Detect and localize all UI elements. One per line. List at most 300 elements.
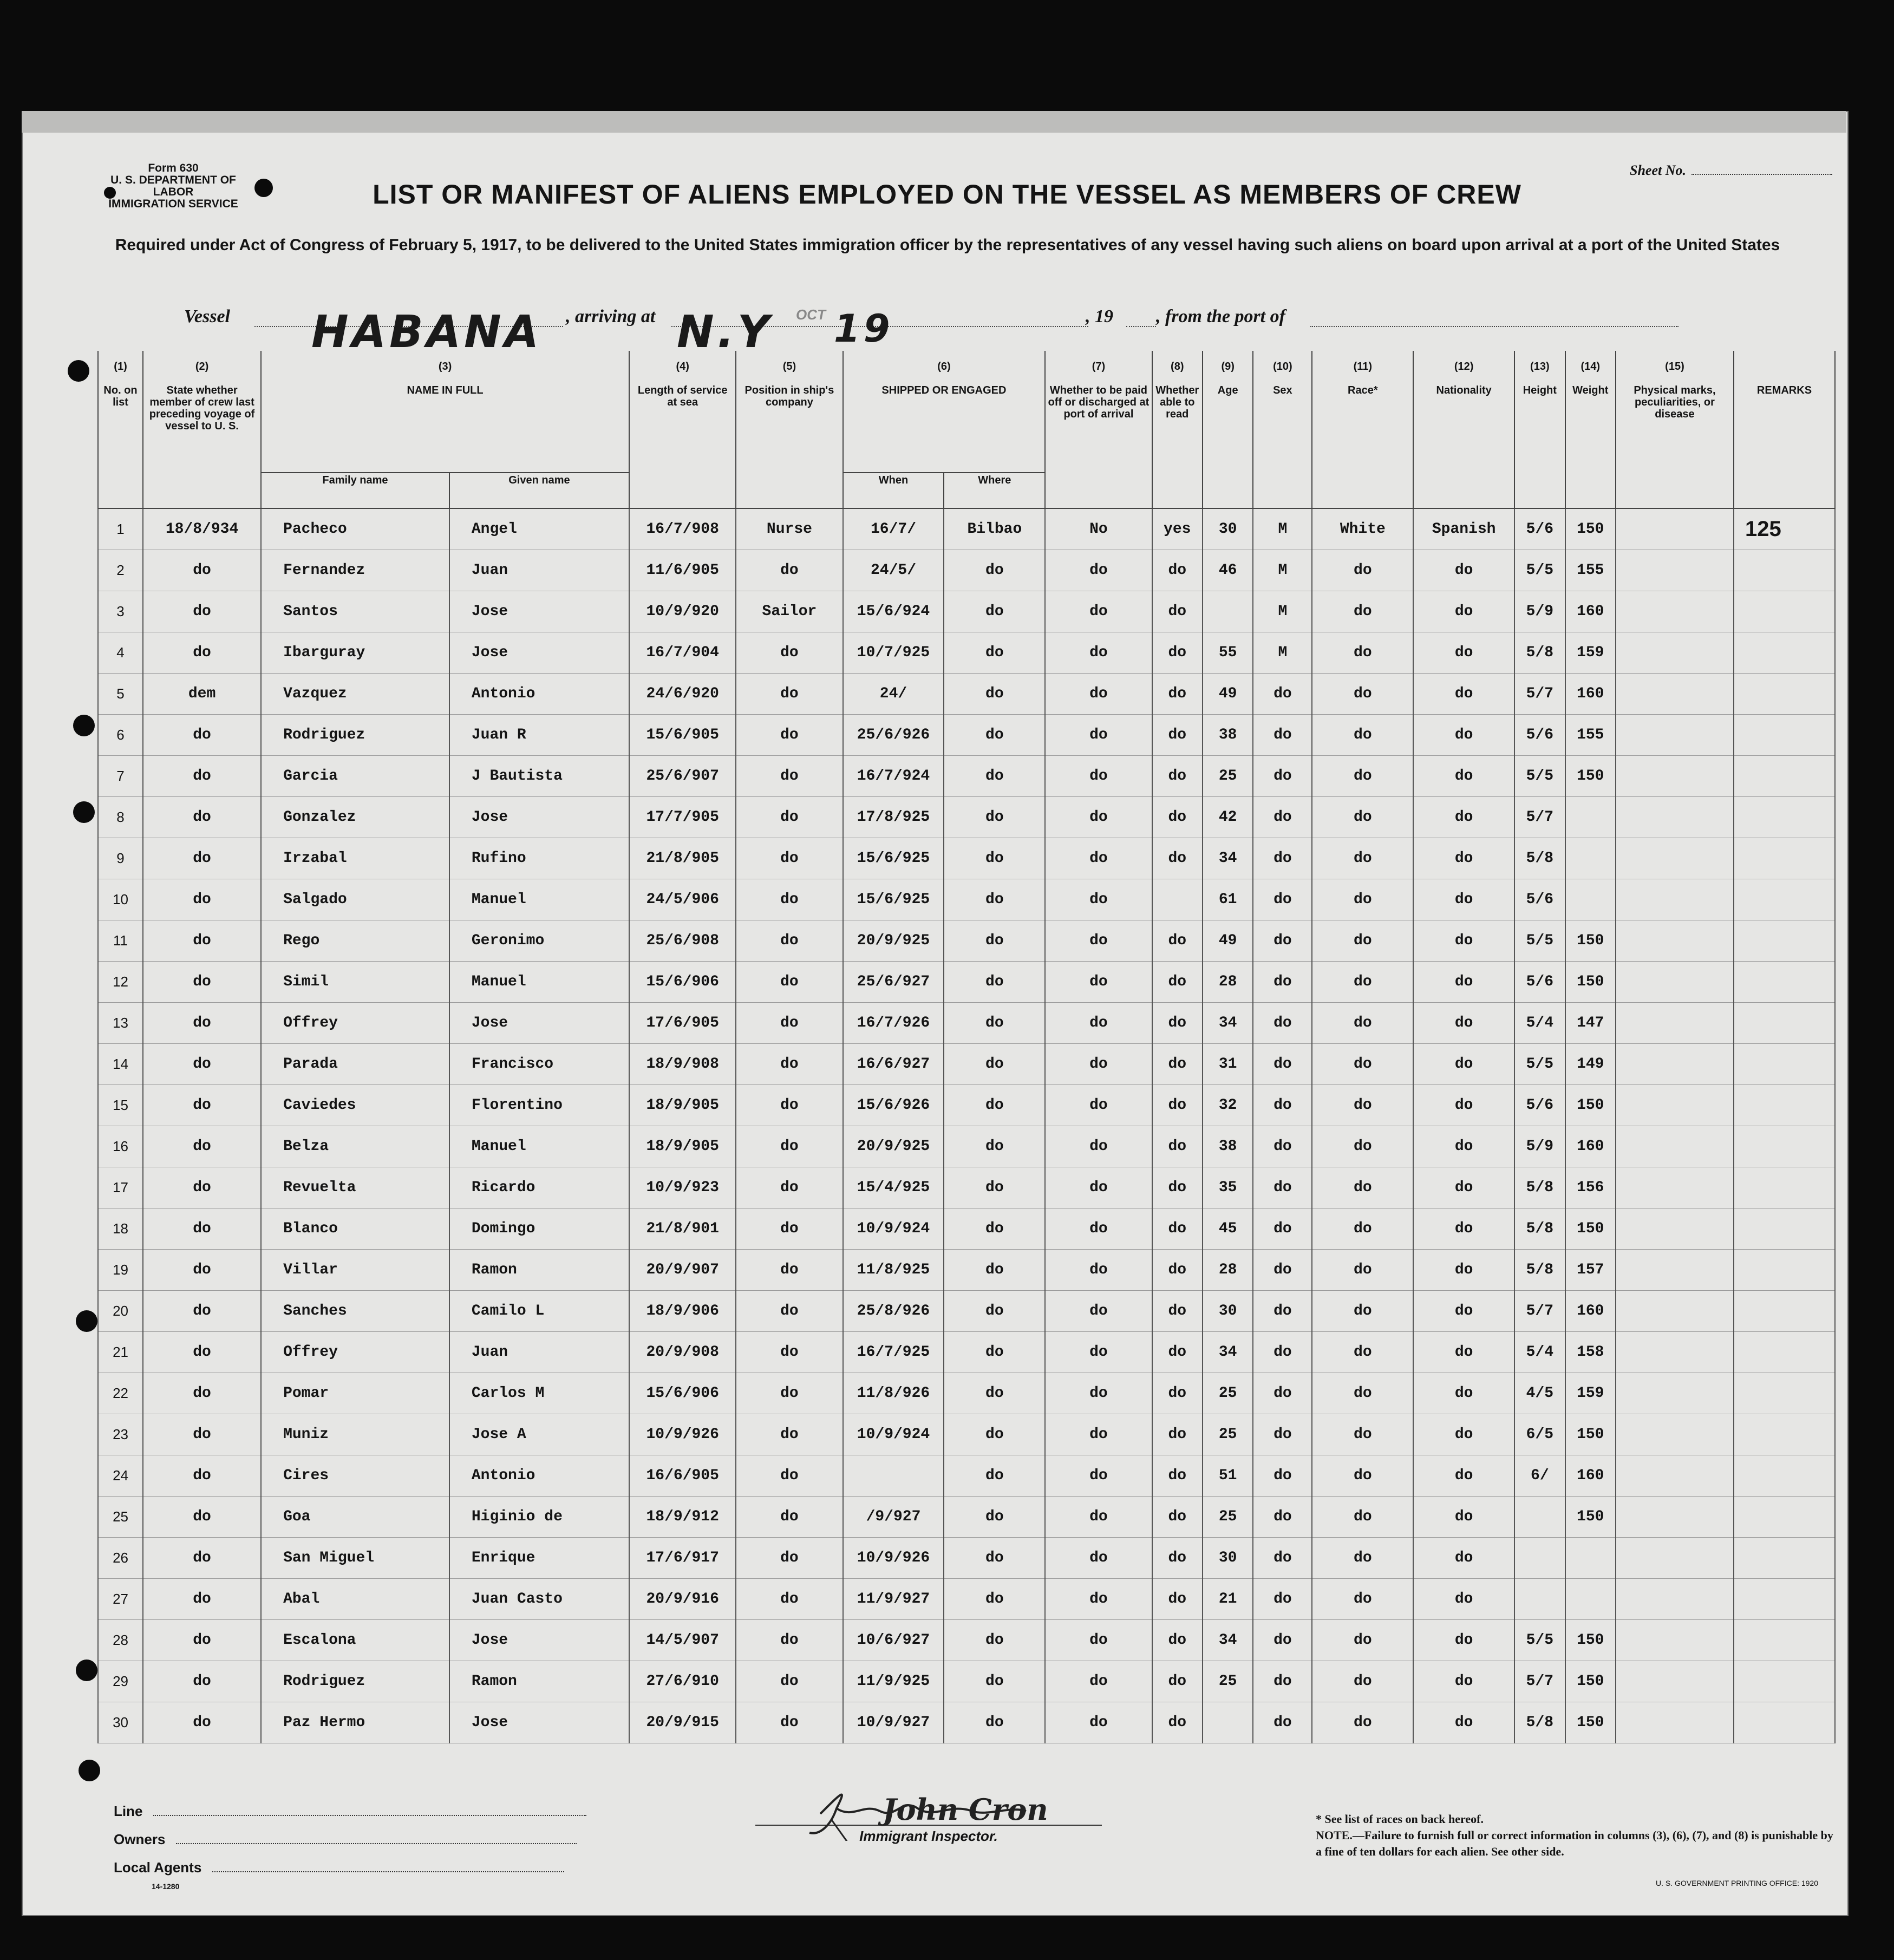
race-cell: do bbox=[1312, 1208, 1413, 1250]
family-name-cell: San Miguel bbox=[261, 1538, 449, 1579]
binder-hole bbox=[73, 801, 95, 823]
age-cell: 34 bbox=[1203, 1003, 1253, 1044]
row-number: 6 bbox=[98, 715, 143, 756]
position-cell: do bbox=[736, 1538, 842, 1579]
paid-off-cell: do bbox=[1045, 1414, 1152, 1455]
row-number: 15 bbox=[98, 1085, 143, 1126]
position-cell: do bbox=[736, 1661, 842, 1702]
header-race: Race* bbox=[1312, 383, 1413, 508]
remarks-cell bbox=[1734, 1208, 1835, 1250]
inspector-signature-block bbox=[753, 1787, 1105, 1845]
shipped-where-cell: do bbox=[944, 1250, 1045, 1291]
previous-voyage-cell: do bbox=[143, 1497, 261, 1538]
table-row bbox=[98, 1167, 1835, 1208]
sex-cell: do bbox=[1253, 797, 1312, 838]
position-cell: do bbox=[736, 632, 842, 674]
weight-cell: 159 bbox=[1565, 632, 1616, 674]
able-to-read-cell: do bbox=[1152, 715, 1203, 756]
paid-off-cell: do bbox=[1045, 1208, 1152, 1250]
service-length-cell: 18/9/908 bbox=[629, 1044, 736, 1085]
given-name-cell: Camilo L bbox=[449, 1291, 629, 1332]
service-length-cell: 20/9/908 bbox=[629, 1332, 736, 1373]
height-cell: 5/6 bbox=[1514, 508, 1565, 550]
position-cell: do bbox=[736, 550, 842, 591]
previous-voyage-cell: do bbox=[143, 1661, 261, 1702]
table-row bbox=[98, 591, 1835, 632]
service-length-cell: 24/5/906 bbox=[629, 879, 736, 920]
line-field-line bbox=[153, 1815, 586, 1816]
paid-off-cell: do bbox=[1045, 1579, 1152, 1620]
binder-hole bbox=[76, 1310, 97, 1332]
paid-off-cell: do bbox=[1045, 1538, 1152, 1579]
shipped-where-cell: do bbox=[944, 920, 1045, 962]
row-number: 24 bbox=[98, 1455, 143, 1497]
from-port-label: , from the port of bbox=[1156, 306, 1285, 326]
agents-field-line bbox=[212, 1871, 564, 1872]
sex-cell: do bbox=[1253, 674, 1312, 715]
height-cell bbox=[1514, 1579, 1565, 1620]
weight-cell: 150 bbox=[1565, 1208, 1616, 1250]
given-name-cell: Juan R bbox=[449, 715, 629, 756]
previous-voyage-cell: do bbox=[143, 1044, 261, 1085]
family-name-cell: Cires bbox=[261, 1455, 449, 1497]
header-where: Where bbox=[944, 473, 1045, 508]
shipped-where-cell: do bbox=[944, 1291, 1045, 1332]
remarks-cell bbox=[1734, 1455, 1835, 1497]
table-row bbox=[98, 632, 1835, 674]
position-cell: Nurse bbox=[736, 508, 842, 550]
printing-office-mark: U. S. GOVERNMENT PRINTING OFFICE: 1920 bbox=[1655, 1879, 1818, 1887]
row-number: 20 bbox=[98, 1291, 143, 1332]
age-cell: 51 bbox=[1203, 1455, 1253, 1497]
previous-voyage-cell: do bbox=[143, 1208, 261, 1250]
able-to-read-cell: yes bbox=[1152, 508, 1203, 550]
shipped-where-cell: do bbox=[944, 1126, 1045, 1167]
table-row bbox=[98, 1414, 1835, 1455]
sex-cell: do bbox=[1253, 1167, 1312, 1208]
binder-hole bbox=[73, 715, 95, 736]
physical-marks-cell bbox=[1616, 1044, 1734, 1085]
previous-voyage-cell: do bbox=[143, 838, 261, 879]
header-sex: Sex bbox=[1253, 383, 1312, 508]
vessel-label: Vessel bbox=[184, 306, 230, 326]
remarks-cell bbox=[1734, 1579, 1835, 1620]
height-cell: 5/4 bbox=[1514, 1003, 1565, 1044]
row-number: 23 bbox=[98, 1414, 143, 1455]
height-cell: 5/8 bbox=[1514, 838, 1565, 879]
race-cell: do bbox=[1312, 1538, 1413, 1579]
age-cell: 49 bbox=[1203, 674, 1253, 715]
nationality-cell: do bbox=[1413, 1620, 1514, 1661]
sheet-top-edge bbox=[22, 111, 1846, 133]
paid-off-cell: do bbox=[1045, 1373, 1152, 1414]
given-name-cell: Juan bbox=[449, 550, 629, 591]
paid-off-cell: do bbox=[1045, 1620, 1152, 1661]
able-to-read-cell bbox=[1152, 879, 1203, 920]
able-to-read-cell: do bbox=[1152, 550, 1203, 591]
column-number: (2) bbox=[143, 351, 261, 383]
given-name-cell: Domingo bbox=[449, 1208, 629, 1250]
shipped-when-cell: 11/8/925 bbox=[843, 1250, 944, 1291]
age-cell: 32 bbox=[1203, 1085, 1253, 1126]
height-cell: 5/5 bbox=[1514, 1620, 1565, 1661]
column-number: (5) bbox=[736, 351, 842, 383]
row-number: 29 bbox=[98, 1661, 143, 1702]
weight-cell: 160 bbox=[1565, 591, 1616, 632]
shipped-where-cell: do bbox=[944, 632, 1045, 674]
remarks-cell bbox=[1734, 591, 1835, 632]
row-number: 3 bbox=[98, 591, 143, 632]
paid-off-cell: do bbox=[1045, 1497, 1152, 1538]
table-row bbox=[98, 1126, 1835, 1167]
weight-cell: 150 bbox=[1565, 920, 1616, 962]
service-length-cell: 15/6/905 bbox=[629, 715, 736, 756]
line-field bbox=[114, 1803, 586, 1831]
age-cell: 42 bbox=[1203, 797, 1253, 838]
paid-off-cell: do bbox=[1045, 1455, 1152, 1497]
nationality-cell: do bbox=[1413, 715, 1514, 756]
shipped-where-cell: do bbox=[944, 962, 1045, 1003]
binder-hole bbox=[76, 1660, 97, 1681]
family-name-cell: Goa bbox=[261, 1497, 449, 1538]
weight-cell: 160 bbox=[1565, 1291, 1616, 1332]
family-name-cell: Garcia bbox=[261, 756, 449, 797]
given-name-cell: Jose bbox=[449, 1620, 629, 1661]
shipped-where-cell: do bbox=[944, 1661, 1045, 1702]
paid-off-cell: do bbox=[1045, 1250, 1152, 1291]
table-row bbox=[98, 1579, 1835, 1620]
shipped-where-cell: do bbox=[944, 1208, 1045, 1250]
position-cell: do bbox=[736, 756, 842, 797]
weight-cell bbox=[1565, 838, 1616, 879]
remarks-cell bbox=[1734, 1291, 1835, 1332]
age-cell: 25 bbox=[1203, 756, 1253, 797]
paid-off-cell: do bbox=[1045, 1003, 1152, 1044]
shipped-when-cell: 11/8/926 bbox=[843, 1373, 944, 1414]
race-cell: do bbox=[1312, 715, 1413, 756]
previous-voyage-cell: do bbox=[143, 797, 261, 838]
physical-marks-cell bbox=[1616, 508, 1734, 550]
shipped-when-cell: 24/ bbox=[843, 674, 944, 715]
family-name-cell: Rego bbox=[261, 920, 449, 962]
inspector-label: Immigrant Inspector. bbox=[859, 1828, 998, 1844]
able-to-read-cell: do bbox=[1152, 1455, 1203, 1497]
row-number: 13 bbox=[98, 1003, 143, 1044]
previous-voyage-cell: do bbox=[143, 756, 261, 797]
sheet-number-label: Sheet No. bbox=[1630, 162, 1686, 178]
position-cell: do bbox=[736, 1373, 842, 1414]
given-name-cell: Jose bbox=[449, 632, 629, 674]
family-name-cell: Ibarguray bbox=[261, 632, 449, 674]
height-cell: 5/7 bbox=[1514, 1661, 1565, 1702]
age-cell: 25 bbox=[1203, 1661, 1253, 1702]
previous-voyage-cell: do bbox=[143, 962, 261, 1003]
remarks-cell bbox=[1734, 1044, 1835, 1085]
row-number: 7 bbox=[98, 756, 143, 797]
service-length-cell: 10/9/923 bbox=[629, 1167, 736, 1208]
weight-cell: 150 bbox=[1565, 1661, 1616, 1702]
inspector-signature-text: John Cron bbox=[883, 1792, 1048, 1827]
weight-cell: 149 bbox=[1565, 1044, 1616, 1085]
paid-off-cell: do bbox=[1045, 920, 1152, 962]
shipped-where-cell: do bbox=[944, 1332, 1045, 1373]
able-to-read-cell: do bbox=[1152, 920, 1203, 962]
row-number: 28 bbox=[98, 1620, 143, 1661]
arriving-label: , arriving at bbox=[566, 306, 656, 326]
position-cell: do bbox=[736, 1414, 842, 1455]
row-number: 14 bbox=[98, 1044, 143, 1085]
row-number: 10 bbox=[98, 879, 143, 920]
previous-voyage-cell: do bbox=[143, 550, 261, 591]
weight-cell: 157 bbox=[1565, 1250, 1616, 1291]
position-cell: do bbox=[736, 1085, 842, 1126]
shipped-when-cell: 16/7/924 bbox=[843, 756, 944, 797]
sex-cell: do bbox=[1253, 1538, 1312, 1579]
service-length-cell: 27/6/910 bbox=[629, 1661, 736, 1702]
physical-marks-cell bbox=[1616, 1702, 1734, 1743]
table-row bbox=[98, 797, 1835, 838]
from-port-field-line bbox=[1310, 326, 1679, 327]
height-cell bbox=[1514, 1497, 1565, 1538]
age-cell: 21 bbox=[1203, 1579, 1253, 1620]
shipped-when-cell: 17/8/925 bbox=[843, 797, 944, 838]
sex-cell: do bbox=[1253, 962, 1312, 1003]
shipped-where-cell: do bbox=[944, 1167, 1045, 1208]
weight-cell: 156 bbox=[1565, 1167, 1616, 1208]
service-length-cell: 20/9/916 bbox=[629, 1579, 736, 1620]
year-label: , 19 bbox=[1086, 306, 1113, 326]
sex-cell: do bbox=[1253, 920, 1312, 962]
weight-cell bbox=[1565, 1579, 1616, 1620]
nationality-cell: do bbox=[1413, 1661, 1514, 1702]
able-to-read-cell: do bbox=[1152, 1085, 1203, 1126]
physical-marks-cell bbox=[1616, 1579, 1734, 1620]
remarks-cell bbox=[1734, 1373, 1835, 1414]
given-name-cell: Juan Casto bbox=[449, 1579, 629, 1620]
table-row bbox=[98, 1044, 1835, 1085]
shipped-when-cell: 16/7/925 bbox=[843, 1332, 944, 1373]
nationality-cell: do bbox=[1413, 1373, 1514, 1414]
position-cell: do bbox=[736, 1126, 842, 1167]
remarks-cell bbox=[1734, 879, 1835, 920]
height-cell: 5/9 bbox=[1514, 1126, 1565, 1167]
service-length-cell: 10/9/926 bbox=[629, 1414, 736, 1455]
shipped-when-cell: 11/9/927 bbox=[843, 1579, 944, 1620]
weight-cell: 160 bbox=[1565, 674, 1616, 715]
sex-cell: do bbox=[1253, 715, 1312, 756]
column-number: (12) bbox=[1413, 351, 1514, 383]
service-length-cell: 16/7/904 bbox=[629, 632, 736, 674]
given-name-cell: Carlos M bbox=[449, 1373, 629, 1414]
physical-marks-cell bbox=[1616, 715, 1734, 756]
physical-marks-cell bbox=[1616, 962, 1734, 1003]
remarks-cell bbox=[1734, 756, 1835, 797]
remarks-cell: 125 bbox=[1734, 508, 1835, 550]
race-cell: do bbox=[1312, 1661, 1413, 1702]
sex-cell: M bbox=[1253, 508, 1312, 550]
previous-voyage-cell: do bbox=[143, 1250, 261, 1291]
age-cell: 34 bbox=[1203, 1620, 1253, 1661]
sheet-number-field bbox=[1691, 174, 1832, 175]
column-number: (13) bbox=[1514, 351, 1565, 383]
paid-off-cell: do bbox=[1045, 838, 1152, 879]
header-family-name: Family name bbox=[261, 473, 449, 508]
previous-voyage-cell: 18/8/934 bbox=[143, 508, 261, 550]
race-cell: do bbox=[1312, 1291, 1413, 1332]
weight-cell bbox=[1565, 879, 1616, 920]
physical-marks-cell bbox=[1616, 1620, 1734, 1661]
header-length-of-service: Length of service at sea bbox=[629, 383, 736, 508]
table-row bbox=[98, 674, 1835, 715]
previous-voyage-cell: do bbox=[143, 591, 261, 632]
nationality-cell: do bbox=[1413, 756, 1514, 797]
able-to-read-cell: do bbox=[1152, 1497, 1203, 1538]
table-row bbox=[98, 879, 1835, 920]
height-cell: 5/9 bbox=[1514, 591, 1565, 632]
row-number: 5 bbox=[98, 674, 143, 715]
footer-notes bbox=[1316, 1811, 1836, 1860]
paid-off-cell: do bbox=[1045, 756, 1152, 797]
able-to-read-cell: do bbox=[1152, 838, 1203, 879]
remarks-cell bbox=[1734, 1167, 1835, 1208]
race-cell: do bbox=[1312, 1455, 1413, 1497]
family-name-cell: Paz Hermo bbox=[261, 1702, 449, 1743]
age-cell: 38 bbox=[1203, 715, 1253, 756]
form-number: Form 630 bbox=[148, 162, 199, 174]
shipped-where-cell: do bbox=[944, 838, 1045, 879]
nationality-cell: do bbox=[1413, 1291, 1514, 1332]
service-length-cell: 10/9/920 bbox=[629, 591, 736, 632]
family-name-cell: Rodriguez bbox=[261, 1661, 449, 1702]
position-cell: do bbox=[736, 1455, 842, 1497]
paid-off-cell: do bbox=[1045, 591, 1152, 632]
nationality-cell: do bbox=[1413, 1702, 1514, 1743]
position-cell: do bbox=[736, 1620, 842, 1661]
row-number: 22 bbox=[98, 1373, 143, 1414]
table-row bbox=[98, 1373, 1835, 1414]
able-to-read-cell: do bbox=[1152, 1702, 1203, 1743]
family-name-cell: Blanco bbox=[261, 1208, 449, 1250]
crew-manifest-table bbox=[97, 351, 1836, 1796]
shipped-when-cell: 25/8/926 bbox=[843, 1291, 944, 1332]
nationality-cell: Spanish bbox=[1413, 508, 1514, 550]
column-number: (8) bbox=[1152, 351, 1203, 383]
family-name-cell: Offrey bbox=[261, 1332, 449, 1373]
remarks-cell bbox=[1734, 550, 1835, 591]
race-cell: do bbox=[1312, 1126, 1413, 1167]
agents-code: 14-1280 bbox=[152, 1882, 180, 1891]
nationality-cell: do bbox=[1413, 797, 1514, 838]
date-stamp-day: 19 bbox=[834, 306, 893, 351]
family-name-cell: Fernandez bbox=[261, 550, 449, 591]
position-cell: do bbox=[736, 1003, 842, 1044]
sex-cell: M bbox=[1253, 591, 1312, 632]
weight-cell: 150 bbox=[1565, 1414, 1616, 1455]
paid-off-cell: do bbox=[1045, 1044, 1152, 1085]
shipped-where-cell: do bbox=[944, 715, 1045, 756]
nationality-cell: do bbox=[1413, 920, 1514, 962]
position-cell: Sailor bbox=[736, 591, 842, 632]
given-name-cell: Manuel bbox=[449, 962, 629, 1003]
able-to-read-cell: do bbox=[1152, 1414, 1203, 1455]
shipped-when-cell: 16/7/ bbox=[843, 508, 944, 550]
height-cell: 5/8 bbox=[1514, 1702, 1565, 1743]
nationality-cell: do bbox=[1413, 1167, 1514, 1208]
given-name-cell: Jose bbox=[449, 591, 629, 632]
weight-cell: 155 bbox=[1565, 550, 1616, 591]
age-cell: 28 bbox=[1203, 1250, 1253, 1291]
physical-marks-cell bbox=[1616, 1003, 1734, 1044]
family-name-cell: Caviedes bbox=[261, 1085, 449, 1126]
nationality-cell: do bbox=[1413, 1455, 1514, 1497]
position-cell: do bbox=[736, 1332, 842, 1373]
binder-hole bbox=[68, 360, 89, 382]
header-nationality: Nationality bbox=[1413, 383, 1514, 508]
height-cell: 5/4 bbox=[1514, 1332, 1565, 1373]
previous-voyage-cell: do bbox=[143, 1126, 261, 1167]
shipped-where-cell: do bbox=[944, 1044, 1045, 1085]
able-to-read-cell: do bbox=[1152, 756, 1203, 797]
year-field-line bbox=[1126, 326, 1156, 327]
agents-label: Local Agents bbox=[114, 1859, 202, 1876]
previous-voyage-cell: do bbox=[143, 1373, 261, 1414]
service-length-cell: 18/9/905 bbox=[629, 1126, 736, 1167]
age-cell: 45 bbox=[1203, 1208, 1253, 1250]
able-to-read-cell: do bbox=[1152, 1661, 1203, 1702]
shipped-where-cell: do bbox=[944, 756, 1045, 797]
remarks-cell bbox=[1734, 838, 1835, 879]
physical-marks-cell bbox=[1616, 879, 1734, 920]
header-position: Position in ship's company bbox=[736, 383, 842, 508]
given-name-cell: Rufino bbox=[449, 838, 629, 879]
height-cell: 5/8 bbox=[1514, 1250, 1565, 1291]
header-remarks: REMARKS bbox=[1734, 383, 1835, 508]
able-to-read-cell: do bbox=[1152, 797, 1203, 838]
column-number-row bbox=[98, 351, 1835, 383]
age-cell: 25 bbox=[1203, 1373, 1253, 1414]
position-cell: do bbox=[736, 1497, 842, 1538]
row-number: 19 bbox=[98, 1250, 143, 1291]
column-number: (7) bbox=[1045, 351, 1152, 383]
service-length-cell: 15/6/906 bbox=[629, 962, 736, 1003]
header-previous-voyage: State whether member of crew last preceding voyage of vessel to U. S. bbox=[143, 383, 261, 508]
position-cell: do bbox=[736, 1291, 842, 1332]
column-number: (15) bbox=[1616, 351, 1734, 383]
shipped-when-cell: 16/6/927 bbox=[843, 1044, 944, 1085]
sex-cell: do bbox=[1253, 1003, 1312, 1044]
family-name-cell: Gonzalez bbox=[261, 797, 449, 838]
sheet-number bbox=[1630, 162, 1832, 179]
remarks-cell bbox=[1734, 797, 1835, 838]
date-stamp: OCT bbox=[796, 306, 826, 323]
height-cell: 5/8 bbox=[1514, 1208, 1565, 1250]
header-height: Height bbox=[1514, 383, 1565, 508]
weight-cell: 150 bbox=[1565, 1620, 1616, 1661]
family-name-cell: Santos bbox=[261, 591, 449, 632]
age-cell bbox=[1203, 1702, 1253, 1743]
shipped-where-cell: do bbox=[944, 1579, 1045, 1620]
sex-cell: do bbox=[1253, 879, 1312, 920]
height-cell: 5/6 bbox=[1514, 962, 1565, 1003]
table-row bbox=[98, 1538, 1835, 1579]
weight-cell: 150 bbox=[1565, 962, 1616, 1003]
age-cell: 30 bbox=[1203, 1291, 1253, 1332]
paid-off-cell: do bbox=[1045, 1702, 1152, 1743]
able-to-read-cell: do bbox=[1152, 1044, 1203, 1085]
race-cell: do bbox=[1312, 920, 1413, 962]
family-name-cell: Villar bbox=[261, 1250, 449, 1291]
table-row bbox=[98, 838, 1835, 879]
